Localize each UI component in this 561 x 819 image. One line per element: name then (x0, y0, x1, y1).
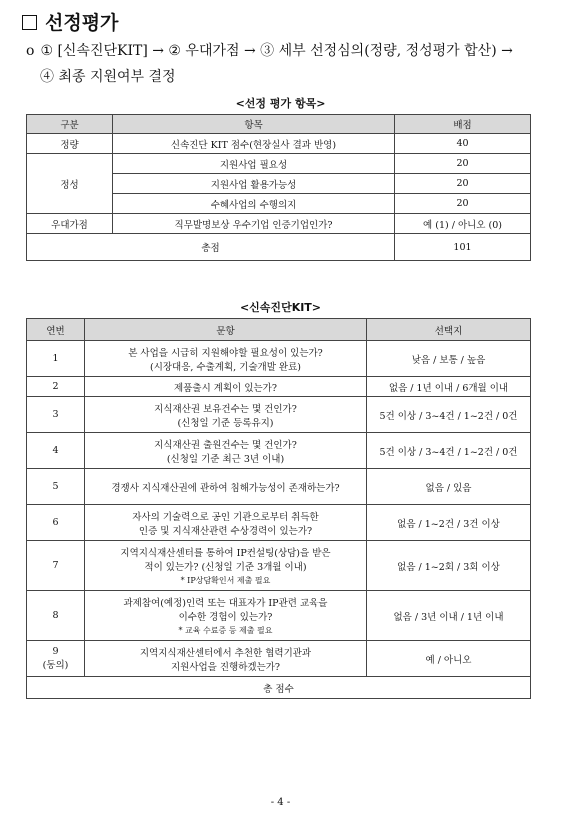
row-question (85, 591, 367, 641)
row-item: 신속진단 KIT 점수(현장실사 결과 반영) (113, 134, 395, 154)
checkbox-square-icon (22, 15, 37, 30)
row-item: 지원사업 필요성 (113, 154, 395, 174)
question-line-2: 적이 있는가? (신청일 기준 3개월 이내) (144, 562, 307, 573)
row-number-main: 9 (52, 646, 59, 657)
table-row (27, 341, 531, 377)
table-row (27, 397, 531, 433)
row-question (85, 641, 367, 677)
question-note: * 교육 수료증 등 제출 필요 (178, 626, 273, 635)
total-value: 101 (395, 234, 531, 261)
row-options: 없음 / 있음 (367, 469, 531, 505)
row-score: 20 (395, 174, 531, 194)
header-options: 선택지 (367, 319, 531, 341)
row-number: 7 (27, 541, 85, 591)
row-number: 1 (27, 341, 85, 377)
question-line-1: 과제참여(예정)인력 또는 대표자가 IP관련 교육을 (123, 598, 328, 609)
row-number: 4 (27, 433, 85, 469)
row-question (85, 397, 367, 433)
row-category: 정성 (27, 154, 113, 214)
row-item: 수혜사업의 수행의지 (113, 194, 395, 214)
question-note: * IP상담확인서 제출 필요 (180, 576, 271, 585)
table-row (27, 154, 531, 174)
row-number: 8 (27, 591, 85, 641)
eval-table-caption: <선정 평가 항목> (235, 97, 326, 110)
process-flow-line-1 (26, 40, 513, 60)
table-row (27, 641, 531, 677)
row-question: 제품출시 계획이 있는가? (85, 377, 367, 397)
bullet: o (26, 43, 35, 59)
row-question: 경쟁사 지식재산권에 관하여 침해가능성이 존재하는가? (85, 469, 367, 505)
row-score: 40 (395, 134, 531, 154)
evaluation-table (26, 114, 531, 261)
question-line-2: 지원사업을 진행하겠는가? (170, 661, 281, 673)
row-item: 직무발명보상 우수기업 인증기업인가? (113, 214, 395, 234)
row-score: 예 (1) / 아니오 (0) (395, 214, 531, 234)
process-flow-text-1: ① [신속진단KIT] → ② 우대가점 → ③ 세부 선정심의(정량, 정성평가 합산) → (40, 43, 513, 59)
header-item: 항목 (113, 115, 395, 134)
table-row (27, 591, 531, 641)
row-category: 우대가점 (27, 214, 113, 234)
row-category: 정량 (27, 134, 113, 154)
row-options: 낮음 / 보통 / 높음 (367, 341, 531, 377)
section-title: 선정평가 (45, 12, 119, 34)
question-line-1: 지식재산권 출원건수는 몇 건인가? (154, 439, 297, 451)
question-line-2: 이수한 경험이 있는가? (178, 612, 273, 623)
row-item: 지원사업 활용가능성 (113, 174, 395, 194)
table-row (27, 377, 531, 397)
question-line-2: (신청일 기준 최근 3년 이내) (166, 453, 285, 465)
total-row (27, 234, 531, 261)
section-heading (22, 8, 118, 35)
header-number: 연번 (27, 319, 85, 341)
kit-table-caption: <신속진단KIT> (239, 301, 322, 314)
question-line-1: 지식재산권 보유건수는 몇 건인가? (154, 403, 297, 415)
header-category: 구분 (27, 115, 113, 134)
question-line-1: 지역지식재산센터에서 추천한 협력기관과 (139, 647, 312, 659)
total-label: 총점 (27, 234, 395, 261)
table-header-row (27, 115, 531, 134)
table-row (27, 505, 531, 541)
page-number: - 4 - (270, 797, 291, 808)
header-question: 문항 (85, 319, 367, 341)
question-line-2: (신청일 기준 등록유지) (177, 417, 274, 429)
table-row (27, 541, 531, 591)
question-line-2: 인증 및 지식재산관련 수상경력이 있는가? (138, 525, 313, 537)
row-options: 없음 / 1년 이내 / 6개월 이내 (367, 377, 531, 397)
question-line-1: 지역지식재산센터를 통하여 IP컨설팅(상담)을 받은 (120, 548, 331, 559)
row-question (85, 341, 367, 377)
row-options: 예 / 아니오 (367, 641, 531, 677)
table-row (27, 469, 531, 505)
row-question (85, 505, 367, 541)
row-options: 5건 이상 / 3~4건 / 1~2건 / 0건 (367, 397, 531, 433)
question-line-2: (시장대응, 수출계획, 기술개발 완료) (150, 361, 301, 373)
total-label: 총 점수 (27, 677, 531, 699)
row-number-sub: (동의) (42, 660, 69, 671)
total-row (27, 677, 531, 699)
kit-table (26, 318, 531, 699)
row-number: 3 (27, 397, 85, 433)
row-score: 20 (395, 154, 531, 174)
table-row (27, 214, 531, 234)
question-line-1: 자사의 기술력으로 공인 기관으로부터 취득한 (132, 511, 319, 523)
table-row (27, 134, 531, 154)
row-number: 6 (27, 505, 85, 541)
row-question (85, 541, 367, 591)
header-score: 배점 (395, 115, 531, 134)
row-score: 20 (395, 194, 531, 214)
row-options: 없음 / 1~2건 / 3건 이상 (367, 505, 531, 541)
table-header-row (27, 319, 531, 341)
process-flow-line-2: ④ 최종 지원여부 결정 (40, 69, 176, 85)
row-number: 2 (27, 377, 85, 397)
row-options: 5건 이상 / 3~4건 / 1~2건 / 0건 (367, 433, 531, 469)
question-line-1: 본 사업을 시급히 지원해야할 필요성이 있는가? (128, 347, 323, 359)
table-row (27, 433, 531, 469)
row-options: 없음 / 1~2회 / 3회 이상 (367, 541, 531, 591)
row-options: 없음 / 3년 이내 / 1년 이내 (367, 591, 531, 641)
row-question (85, 433, 367, 469)
row-number (27, 641, 85, 677)
row-number: 5 (27, 469, 85, 505)
